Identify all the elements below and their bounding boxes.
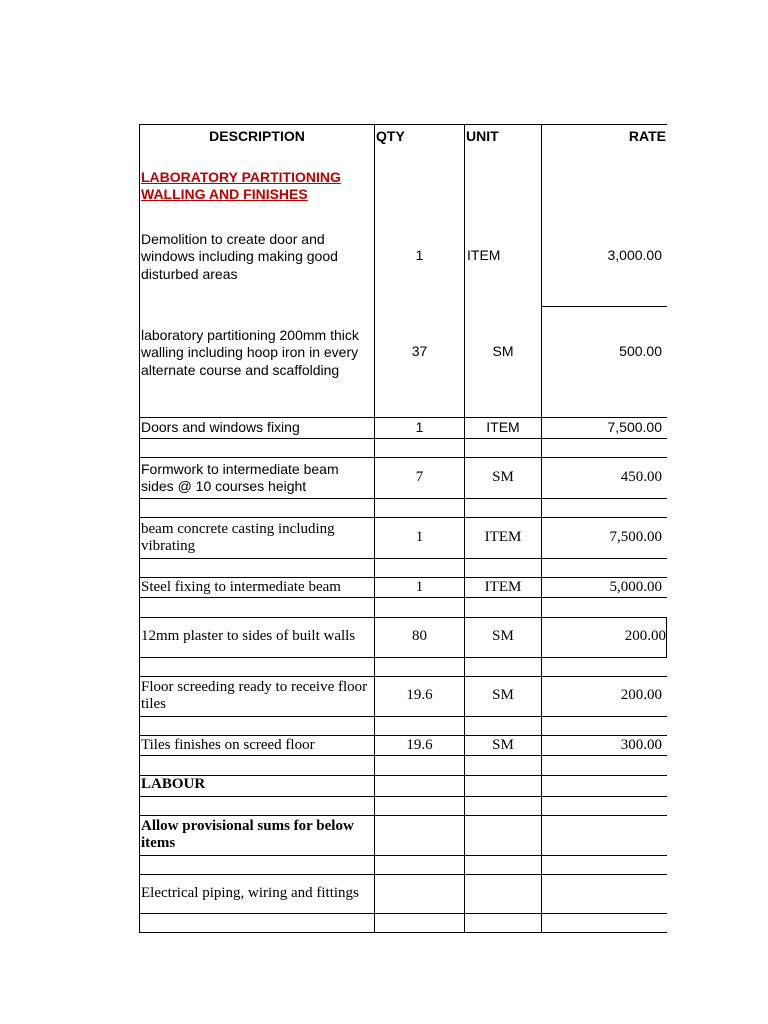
row-qty: 1 — [415, 247, 424, 264]
row-qty: 19.6 — [406, 687, 433, 704]
row-description: Demolition to create door and windows including making good disturbed areas — [141, 230, 338, 282]
row-unit: SM — [492, 736, 514, 753]
row-qty: 1 — [415, 419, 424, 436]
row-unit: SM — [492, 628, 514, 645]
row-qty: 1 — [415, 529, 424, 546]
provisional-heading: Allow provisional sums for below items — [141, 817, 354, 851]
grid-line — [541, 306, 667, 307]
row-description: Floor screeding ready to receive floor tiles — [141, 678, 368, 712]
grid-line — [139, 755, 667, 756]
row-unit: SM — [492, 687, 514, 704]
row-rate: 300.00 — [620, 736, 662, 753]
row-unit: SM — [492, 343, 514, 360]
grid-line — [139, 855, 667, 856]
grid-line — [139, 932, 667, 933]
row-qty: 37 — [411, 343, 428, 360]
row-unit: SM — [492, 469, 514, 486]
grid-line — [139, 558, 667, 559]
row-description: beam concrete casting including vibrating — [141, 520, 335, 554]
labour-heading: LABOUR — [141, 776, 206, 793]
grid-line — [139, 438, 667, 439]
grid-line — [139, 498, 667, 499]
row-description: Doors and windows fixing — [141, 419, 300, 436]
row-qty: 19.6 — [406, 736, 433, 753]
header-description: DESCRIPTION — [209, 128, 305, 144]
row-unit: ITEM — [486, 419, 520, 436]
row-unit: ITEM — [484, 578, 522, 595]
row-unit: ITEM — [467, 247, 501, 264]
row-qty: 80 — [412, 628, 427, 645]
row-unit: ITEM — [484, 529, 522, 546]
row-rate: 450.00 — [620, 469, 662, 486]
row-rate: 7,500.00 — [609, 529, 662, 546]
row-description: Formwork to intermediate beam sides @ 10 courses height — [141, 460, 339, 494]
row-qty: 7 — [415, 469, 424, 486]
row-rate: 5,000.00 — [609, 578, 662, 595]
grid-line — [139, 124, 140, 933]
grid-line — [666, 617, 667, 657]
grid-line — [139, 716, 667, 717]
row-description: laboratory partitioning 200mm thick walling including hoop iron in every alternate course and scaffolding — [141, 326, 359, 378]
row-description: 12mm plaster to sides of built walls — [141, 628, 356, 645]
row-qty: 1 — [415, 578, 424, 595]
grid-line — [139, 597, 667, 598]
header-rate: RATE — [628, 128, 666, 144]
header-qty: QTY — [376, 128, 405, 144]
grid-line — [139, 517, 667, 518]
row-description: Tiles finishes on screed floor — [141, 736, 315, 753]
grid-line — [139, 657, 667, 658]
row-rate: 200.00 — [624, 628, 666, 645]
grid-line — [139, 796, 667, 797]
row-rate: 200.00 — [620, 687, 662, 704]
grid-line — [139, 913, 667, 914]
electrical-item: Electrical piping, wiring and fittings — [141, 885, 359, 902]
row-rate: 7,500.00 — [607, 419, 662, 436]
row-description: Steel fixing to intermediate beam — [141, 578, 341, 595]
grid-line — [139, 457, 667, 458]
grid-line — [139, 124, 667, 125]
header-unit: UNIT — [466, 128, 499, 144]
row-rate: 3,000.00 — [607, 247, 662, 264]
row-rate: 500.00 — [619, 343, 662, 360]
section-title: LABORATORY PARTITIONING WALLING AND FINISHES — [141, 168, 341, 202]
